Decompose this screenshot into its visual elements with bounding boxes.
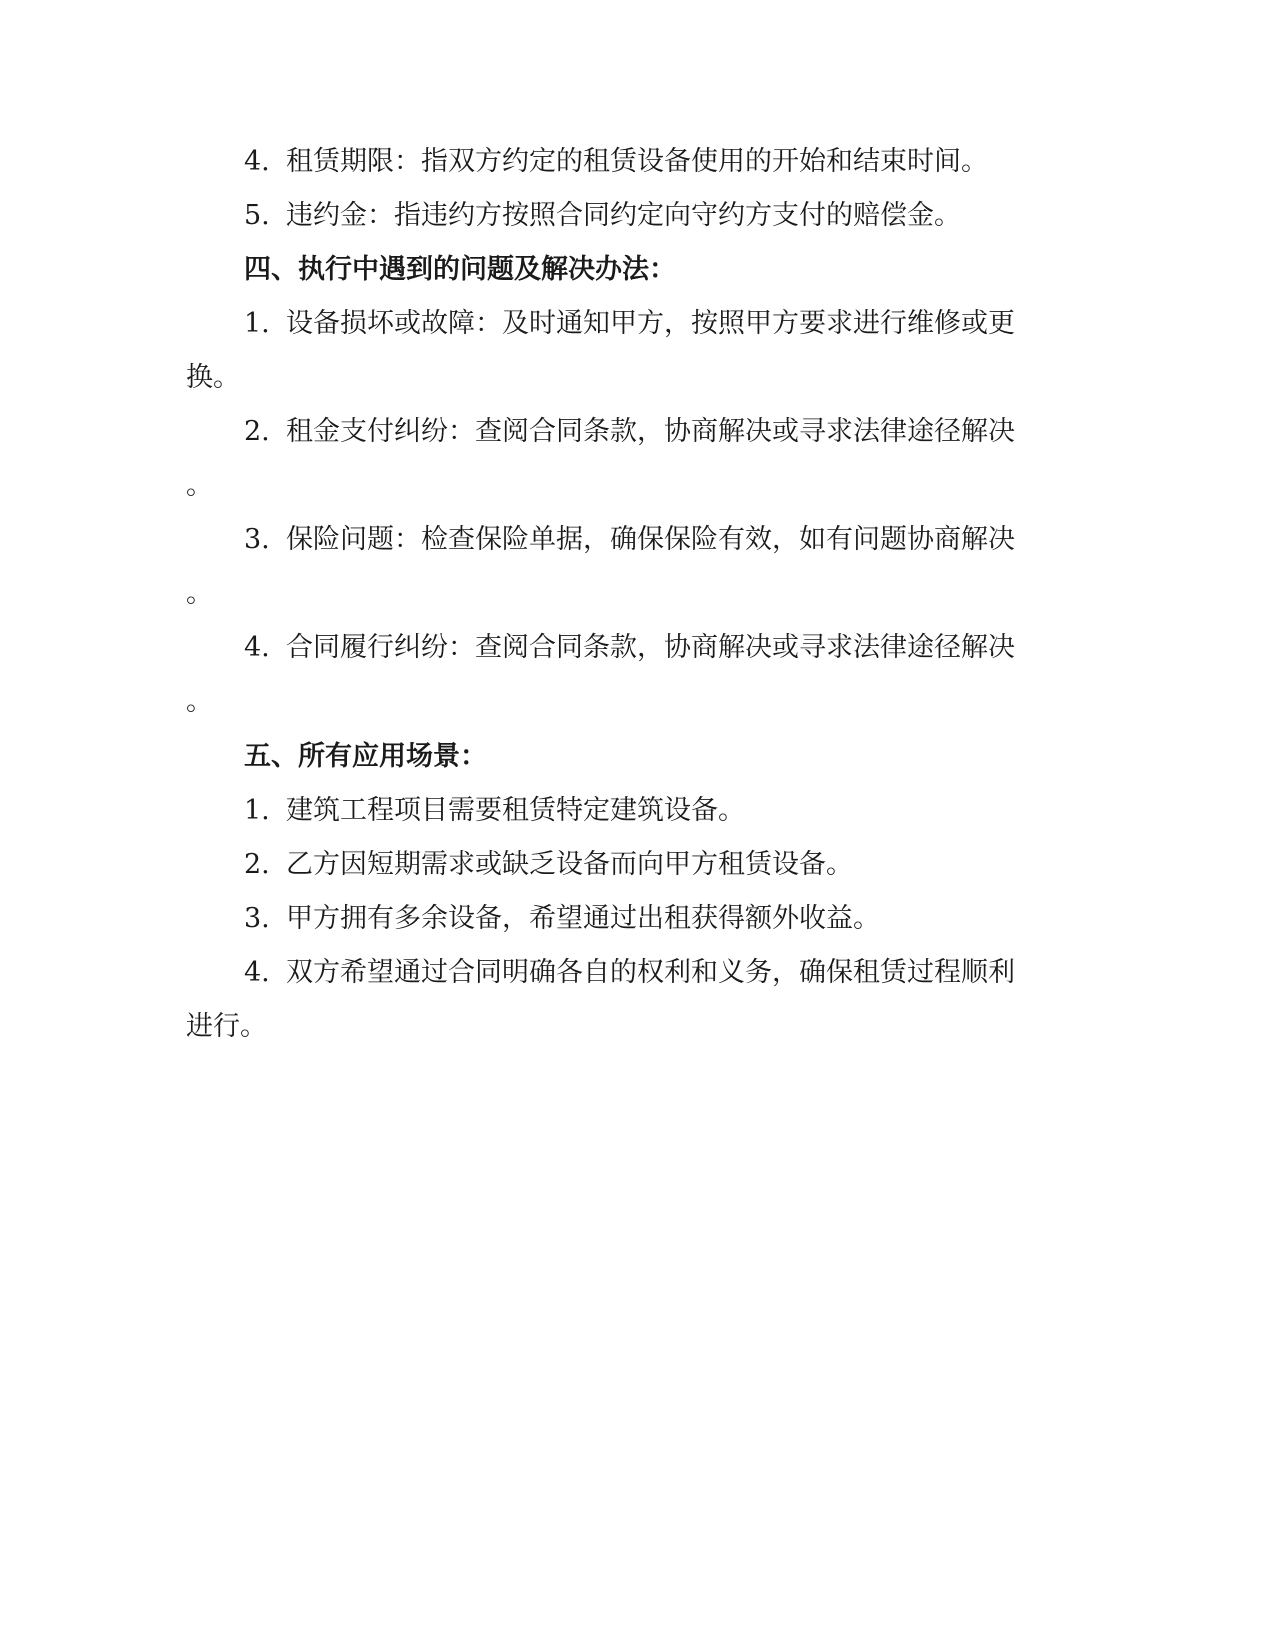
item-number: 3. xyxy=(244,524,270,555)
item-text: 甲方拥有多余设备，希望通过出租获得额外收益。 xyxy=(286,903,880,934)
item-number: 2. xyxy=(244,416,270,447)
item-text: 建筑工程项目需要租赁特定建筑设备。 xyxy=(286,795,745,826)
item-text: 双方希望通过合同明确各自的权利和义务，确保租赁过程顺利 xyxy=(286,957,1015,988)
list-item xyxy=(244,415,1015,449)
item-continuation: 。 xyxy=(186,686,213,717)
list-item xyxy=(244,145,988,179)
section-heading: 五、所有应用场景： xyxy=(244,741,487,772)
item-continuation: 换。 xyxy=(186,362,240,393)
item-continuation: 进行。 xyxy=(186,1011,267,1042)
item-text: 租赁期限：指双方约定的租赁设备使用的开始和结束时间。 xyxy=(286,146,988,177)
list-item xyxy=(244,631,1015,665)
item-continuation: 。 xyxy=(186,578,213,609)
item-text: 保险问题：检查保险单据，确保保险有效，如有问题协商解决 xyxy=(286,524,1015,555)
section-heading: 四、执行中遇到的问题及解决办法： xyxy=(244,254,676,285)
list-item xyxy=(244,199,961,233)
list-item xyxy=(244,902,880,936)
item-text: 租金支付纠纷：查阅合同条款，协商解决或寻求法律途径解决 xyxy=(286,416,1015,447)
item-number: 1. xyxy=(244,795,270,826)
item-text: 设备损坏或故障：及时通知甲方，按照甲方要求进行维修或更 xyxy=(286,308,1015,339)
item-text: 合同履行纠纷：查阅合同条款，协商解决或寻求法律途径解决 xyxy=(286,632,1015,663)
item-number: 5. xyxy=(244,200,270,231)
item-number: 3. xyxy=(244,903,270,934)
item-text: 乙方因短期需求或缺乏设备而向甲方租赁设备。 xyxy=(286,849,853,880)
list-item xyxy=(244,956,1015,990)
list-item xyxy=(244,848,853,882)
item-number: 2. xyxy=(244,849,270,880)
item-text: 违约金：指违约方按照合同约定向守约方支付的赔偿金。 xyxy=(286,200,961,231)
item-continuation: 。 xyxy=(186,470,213,501)
list-item xyxy=(244,523,1015,557)
item-number: 4. xyxy=(244,632,270,663)
list-item xyxy=(244,307,1015,341)
item-number: 4. xyxy=(244,957,270,988)
item-number: 1. xyxy=(244,308,270,339)
item-number: 4. xyxy=(244,146,270,177)
list-item xyxy=(244,794,745,828)
